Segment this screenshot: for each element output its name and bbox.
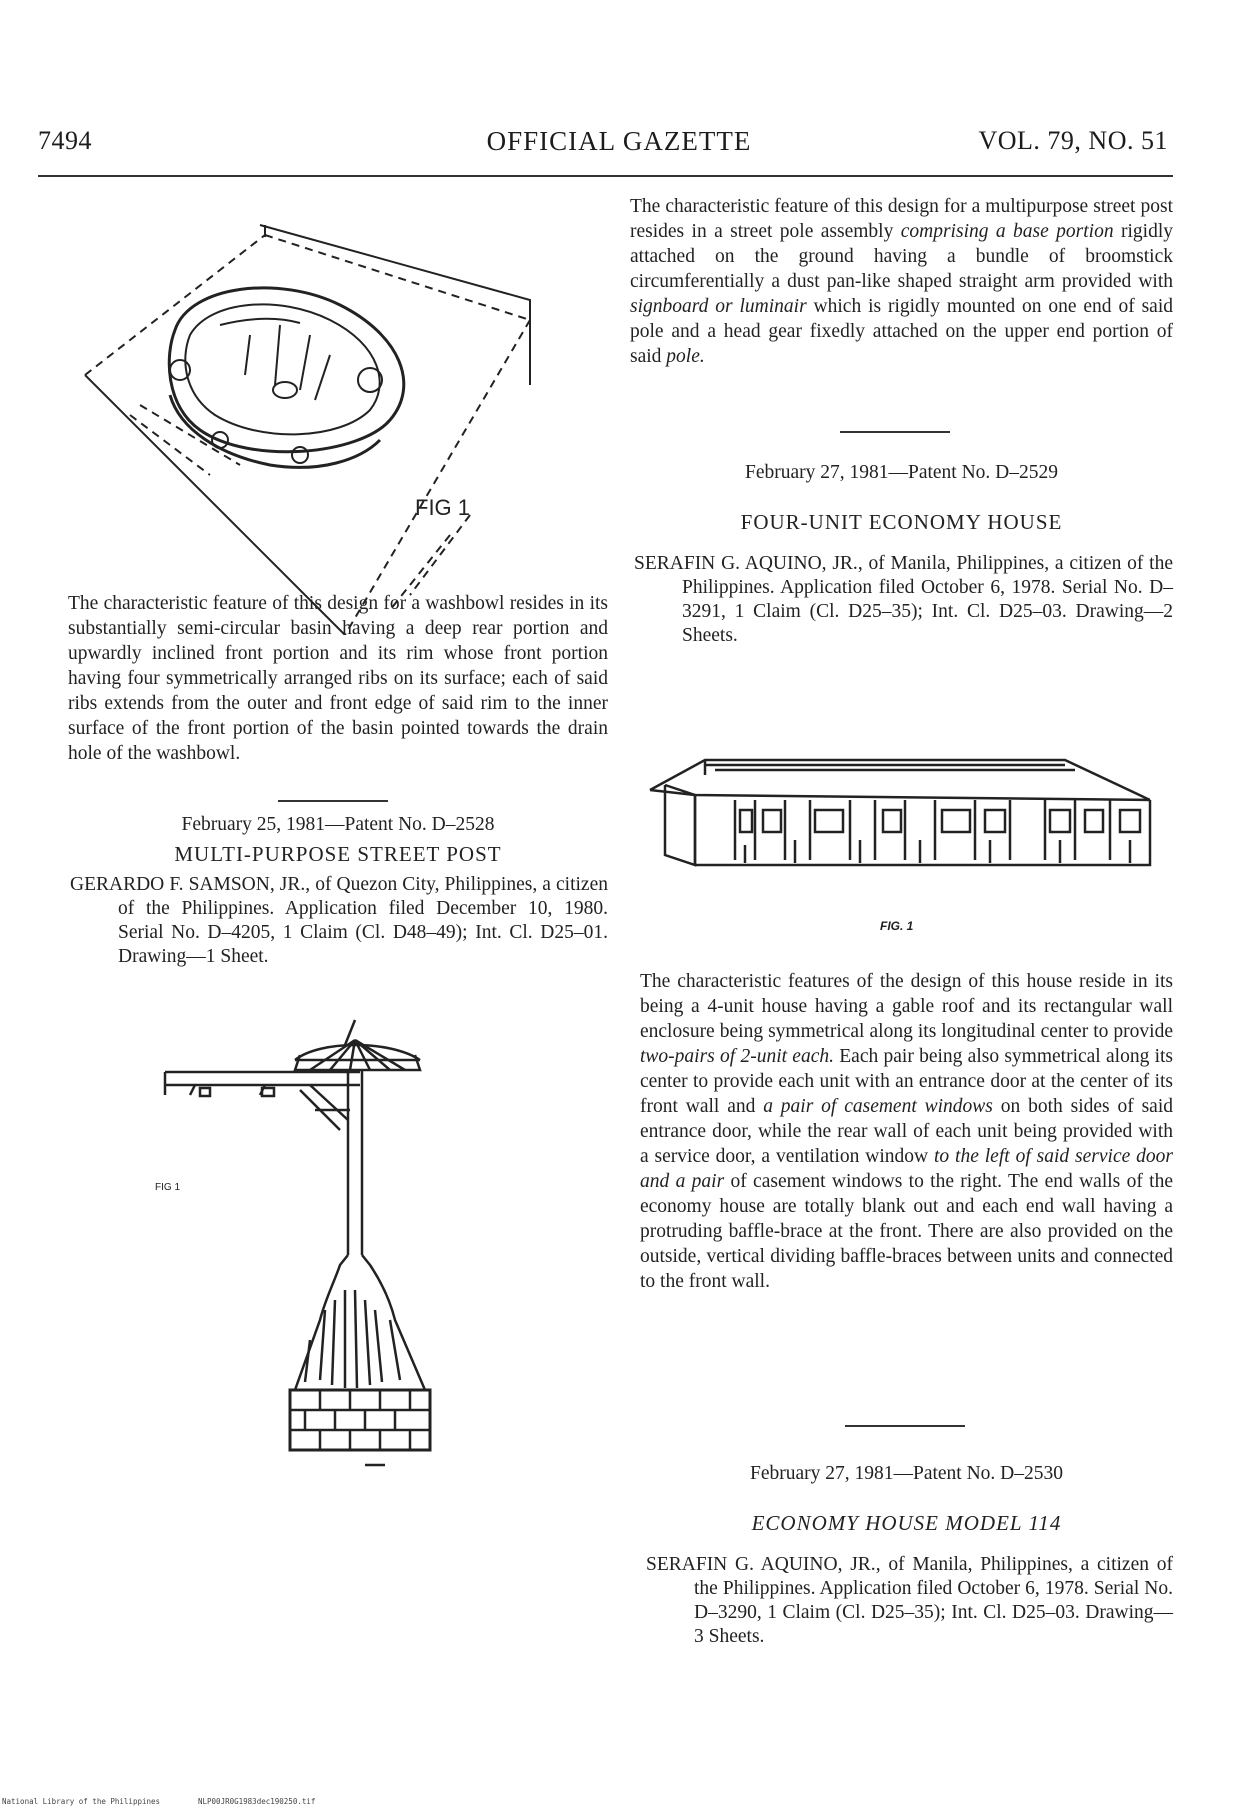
street-post-desc-part3: rigidly attached on the ground having a bundle of broomstick circumferentially a dust pan-like shaped straight arm provided with (630, 221, 1173, 292)
patent-2528-date: February 25, 1981—Patent No. D–2528 (181, 814, 495, 835)
patent-2528-title: MULTI-PURPOSE STREET POST (174, 842, 502, 866)
washbowl-drawing (70, 215, 550, 635)
washbowl-figure (70, 215, 550, 635)
street-post-desc-part1: The characteristic feature of this design for a multipurpose street post resides in a street pole assembly (630, 196, 1173, 242)
house-desc-part3: Each pair being also symmetrical along its center to provide each unit with an entrance door at the center of its front wall and (640, 1046, 1174, 1117)
section-divider (845, 1425, 965, 1427)
house-figure (645, 755, 1155, 945)
patent-2528-inventor-details: , of Quezon City, Philippines, a citizen of the Philippines. Application filed December 10, 1980. Serial No. D–4205, 1 Claim (Cl. D48–49); Int. Cl. D25–01. Drawing—1 Sheet. (118, 874, 608, 967)
street-post-figure-label: FIG 1 (155, 1182, 181, 1193)
header-rule (38, 175, 1173, 177)
street-post-drawing (150, 1010, 530, 1480)
washbowl-description: The characteristic feature of this design for a washbowl resides in its substantially semi-circular basin having a deep rear portion and upwardly inclined front portion and its rim whose front portion having four symmetrically arranged ribs on its surface; each of said ribs extends from the outer and front edge of said rim to the inner surface of the front portion of the basin pointed towards the drain hole of the washbowl. (68, 593, 608, 764)
footer-file-id: NLP00JR0G1983dec190250.tif (198, 1797, 316, 1806)
house-desc-part5: on both sides of said entrance door, while the rear wall of each unit being provided with a service door, a ventilation window (640, 1096, 1173, 1167)
patent-2530-inventor-name: SERAFIN G. AQUINO, JR. (646, 1554, 876, 1575)
house-description (640, 969, 1173, 1294)
footer-library: National Library of the Philippines (2, 1797, 161, 1806)
house-desc-part6: to the left of said service door and a pair (640, 1146, 1173, 1192)
patent-2530-inventor (646, 1553, 1173, 1649)
washbowl-figure-label: FIG 1 (415, 495, 471, 520)
street-post-figure (150, 1010, 530, 1480)
patent-2530-date: February 27, 1981—Patent No. D–2530 (749, 1463, 1064, 1484)
house-desc-part7: of casement windows to the right. The end walls of the economy house are totally blank out and each end wall having a protruding baffle-brace at the front. There are also provided on the outside, vertical dividing baffle-braces between units and connected to the front wall. (640, 1171, 1173, 1292)
patent-2529-title: FOUR-UNIT ECONOMY HOUSE (740, 510, 1063, 534)
patent-2529-date: February 27, 1981—Patent No. D–2529 (744, 462, 1059, 483)
patent-2529-inventor (634, 552, 1173, 648)
house-desc-part1: The characteristic features of the design of this house reside in its being a 4-unit house having a gable roof and its rectangular wall enclosure being symmetrical along its longitudinal center to provide (640, 971, 1173, 1042)
street-post-desc-part4: signboard or luminair (630, 296, 807, 317)
house-desc-part2: two-pairs of 2-unit each. (640, 1046, 834, 1067)
patent-2530-title: ECONOMY HOUSE MODEL 114 (751, 1511, 1062, 1535)
patent-2528-inventor-name: GERARDO F. SAMSON, JR. (70, 874, 306, 895)
street-post-desc-part6: pole. (666, 346, 705, 367)
patent-2528-inventor (70, 873, 608, 969)
street-post-desc-part5: which is rigidly mounted on one end of said pole and a head gear fixedly attached on the upper end portion of said (630, 296, 1173, 367)
section-divider (278, 800, 388, 802)
house-desc-part4: a pair of casement windows (763, 1096, 993, 1117)
house-figure-label: FIG. 1 (880, 919, 914, 933)
journal-title: OFFICIAL GAZETTE (486, 126, 752, 156)
page-number: 7494 (38, 126, 92, 155)
patent-2529-inventor-name: SERAFIN G. AQUINO, JR. (634, 553, 858, 574)
street-post-desc-part2: comprising a base portion (900, 221, 1114, 242)
patent-2529-inventor-details: , of Manila, Philippines, a citizen of the Philippines. Application filed October 6, 1978. Serial No. D–3291, 1 Claim (Cl. D25–35); Int. Cl. D25–03. Drawing—2 Sheets. (682, 553, 1173, 646)
volume-issue: VOL. 79, NO. 51 (978, 126, 1168, 155)
patent-2530-inventor-details: , of Manila, Philippines, a citizen of the Philippines. Application filed October 6, 1978. Serial No. D–3290, 1 Claim (Cl. D25–35); Int. Cl. D25–03. Drawing—3 Sheets. (694, 1554, 1173, 1647)
section-divider (840, 431, 950, 433)
street-post-description (630, 194, 1173, 369)
house-drawing (645, 755, 1155, 945)
